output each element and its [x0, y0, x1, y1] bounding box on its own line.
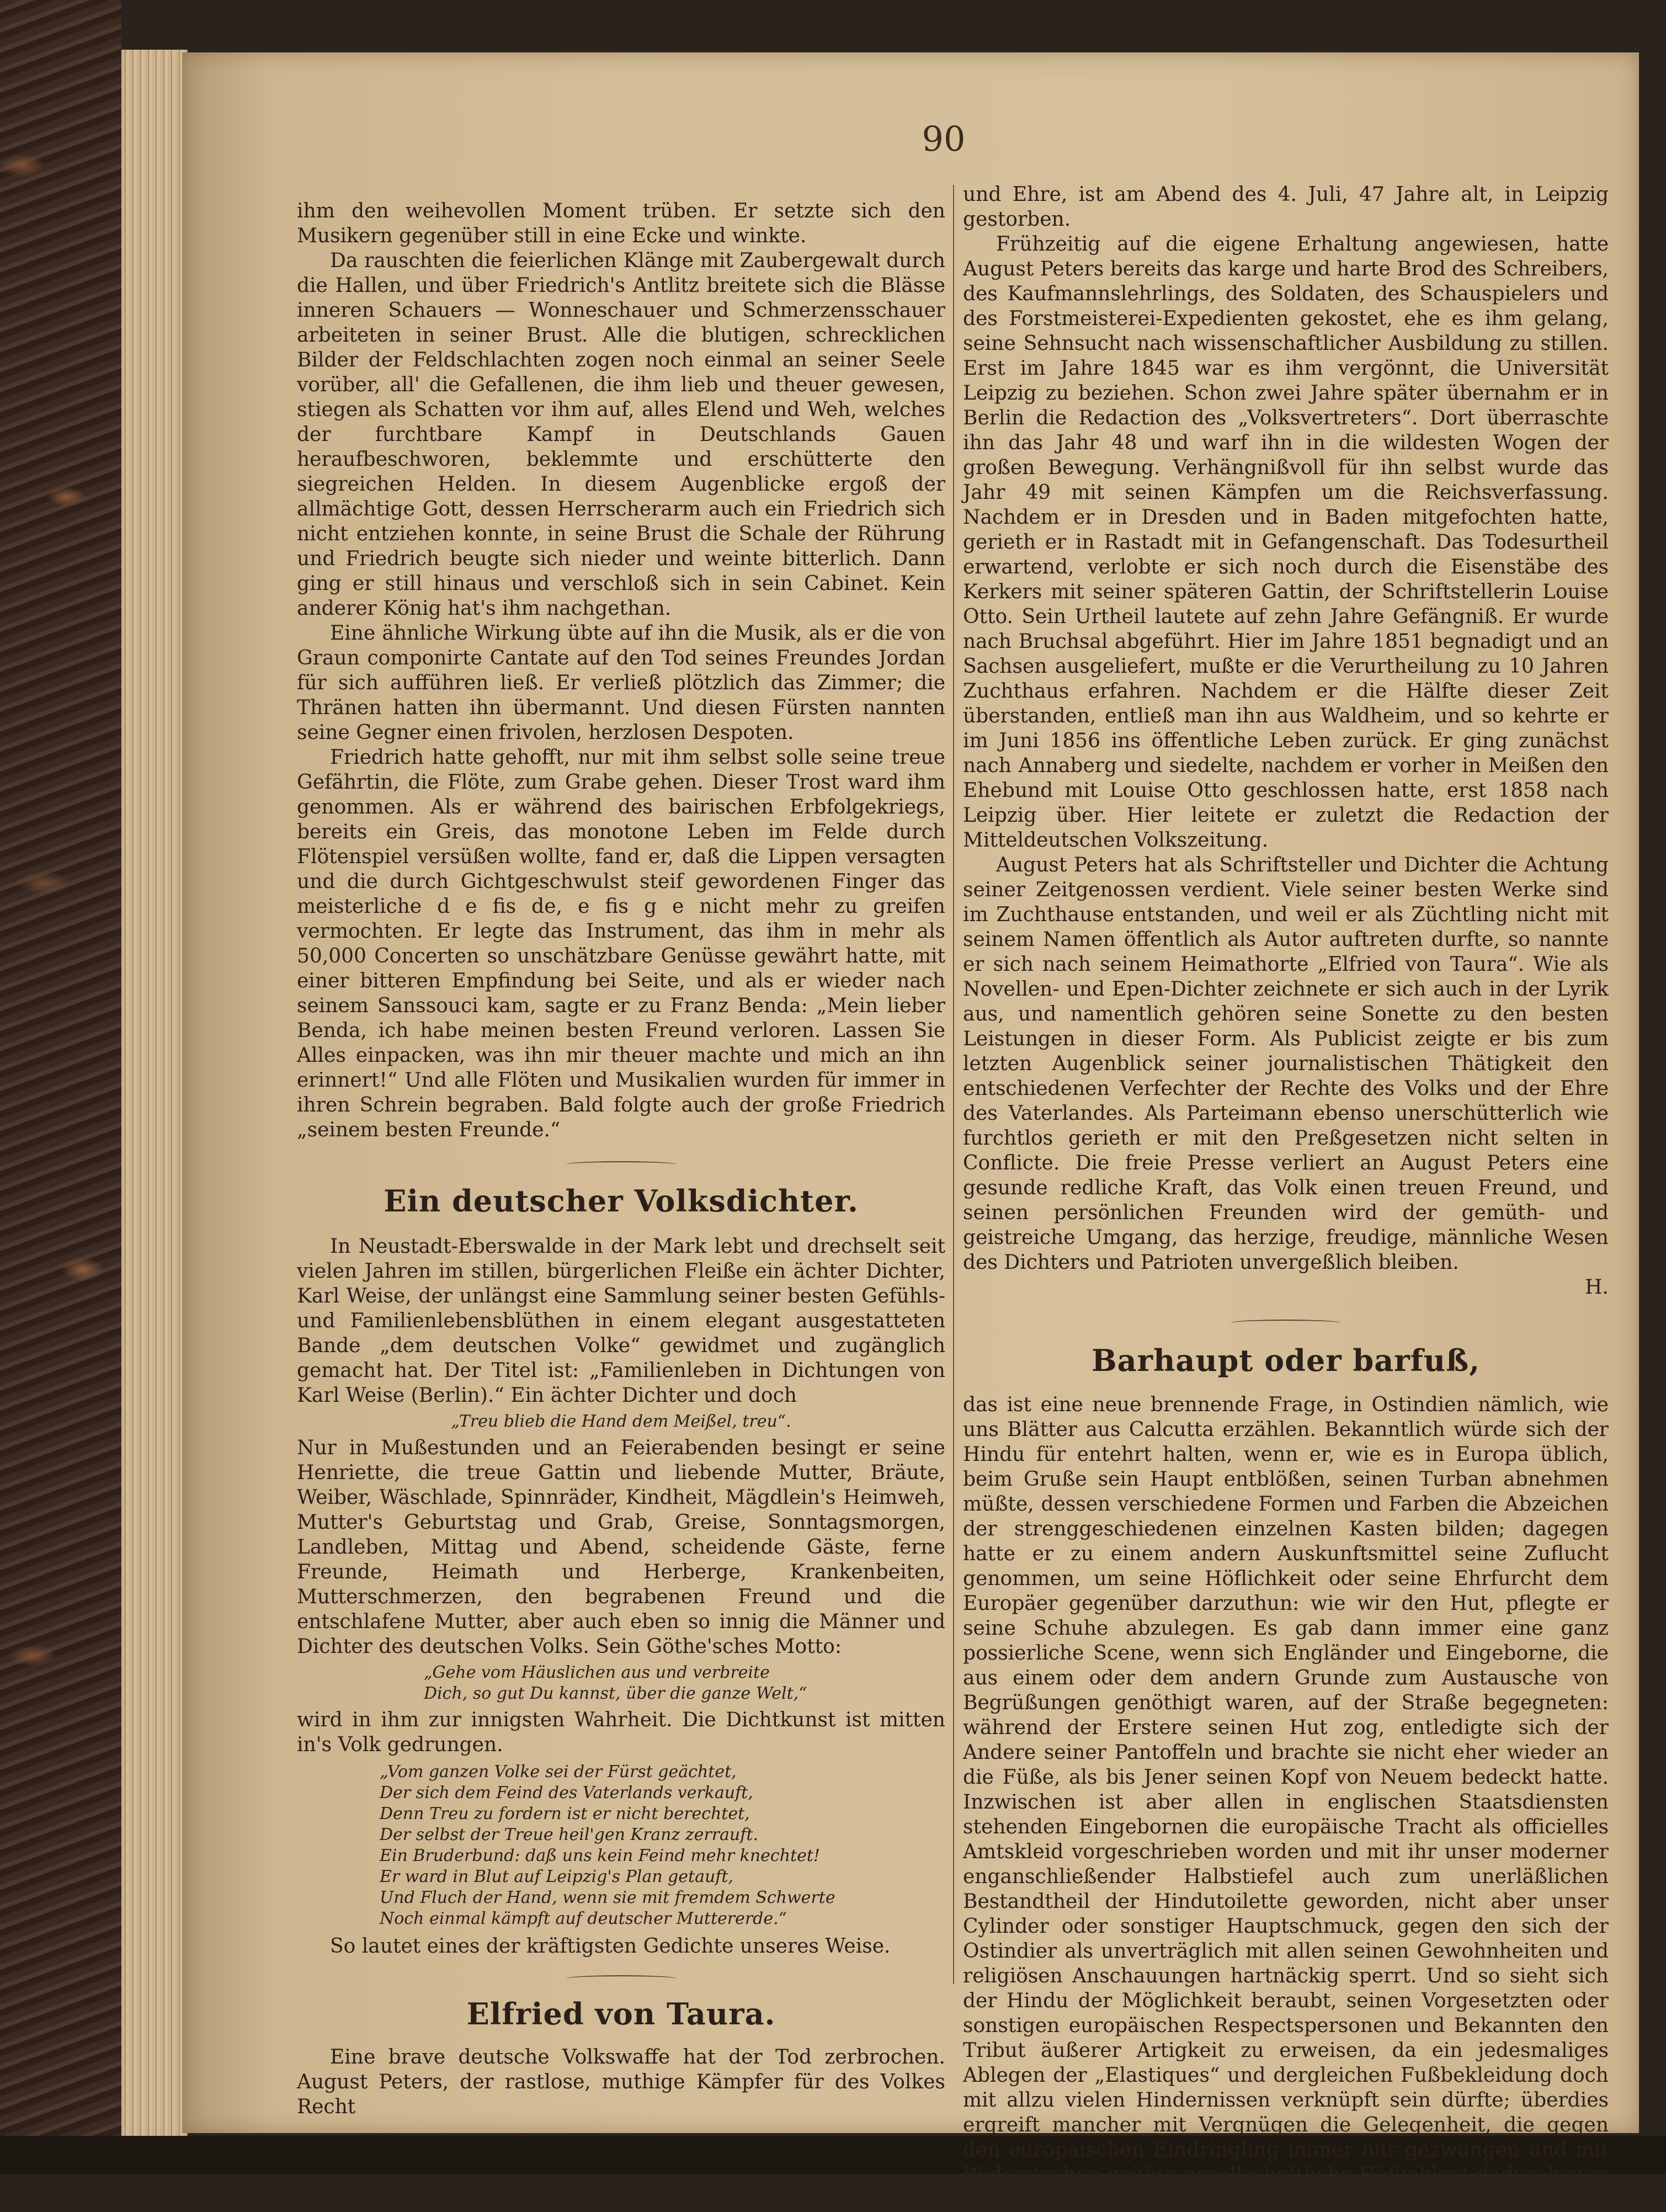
poem-line: Er ward in Blut auf Leipzig's Plan getauft,: [380, 1867, 733, 1886]
paragraph: ihm den weihevollen Moment trüben. Er setzte sich den Musikern gegenüber still in eine Ecke und winkte.: [297, 200, 945, 247]
section-divider: [566, 1161, 677, 1168]
quote: „Treu blieb die Hand dem Meißel, treu“.: [451, 1412, 791, 1431]
paragraph: August Peters hat als Schriftsteller und Dichter die Achtung seiner Zeitgenossen verdient. Viele seiner besten Werke sind im Zuchthause entstanden, und weil er als Züchtling nicht mit seinem Namen öffentlich als Autor auftreten durfte, so nannte er sich nach seinem Heimathorte „Elfried von Taura“. Wie als Novellen- und Epen-Dichter zeichnete er sich auch in der Lyrik aus, und namentlich gehören seine Sonette zu den besten Leistungen in dieser Form. Als Publicist zeigte er bis zum letzten Augenblick seiner journalistischen Thätigkeit den entschiedenen Verfechter der Rechte des Volks und der Ehre des Vaterlandes. Als Parteimann ebenso unerschütterlich wie furchtlos gerieth er mit den Preßgesetzen nicht selten in Conflicte. Die freie Presse verliert an August Peters eine gesunde redliche Kraft, das Volk einen treuen Freund, und seinen persönlichen Freunden wird der gemüth- und geistreiche Umgang, das herzige, freudige, männliche Wesen des Dichters und Patrioten unvergeßlich bleiben.: [963, 854, 1609, 1274]
paragraph: und Ehre, ist am Abend des 4. Juli, 47 Jahre alt, in Leipzig gestorben.: [963, 183, 1609, 231]
paragraph: So lautet eines der kräftigsten Gedichte unseres Weise.: [330, 1935, 891, 1958]
paragraph: Da rauschten die feierlichen Klänge mit Zaubergewalt durch die Hallen, und über Friedrich's Antlitz breitete sich die Blässe inneren Schauers — Wonneschauer und Schmerzensschauer arbeiteten in seiner Brust. Alle die blutigen, schrecklichen Bilder der Feldschlachten zogen noch einmal an seiner Seele vorüber, all' die Gefallenen, die ihm lieb und theuer gewesen, stiegen als Schatten vor ihm auf, alles Elend und Weh, welches der furchtbare Kampf in Deutschlands Gauen heraufbeschworen, beklemmte und erschütterte den siegreichen Helden. In diesem Augenblicke ergoß der allmächtige Gott, dessen Herrscherarm auch ein Friedrich sich nicht entziehen konnte, in seine Brust die Schale der Rührung und Friedrich beugte sich nieder und weinte bitterlich. Dann ging er still hinaus und verschloß sich in sein Cabinet. Kein anderer König hat's ihm nachgethan.: [297, 249, 945, 620]
section-divider: [566, 1975, 677, 1982]
marbled-book-edge: [0, 0, 121, 2174]
poem-line: Noch einmal kämpft auf deutscher Muttererde.“: [380, 1909, 787, 1928]
poem-line: Der sich dem Feind des Vaterlands verkauft,: [380, 1783, 753, 1802]
right-column: [963, 182, 1609, 2212]
paragraph: Friedrich hatte gehofft, nur mit ihm selbst solle seine treue Gefährtin, die Flöte, zum Grabe gehen. Dieser Trost ward ihm genommen. Als er während des bairischen Erbfolgekriegs, bereits ein Greis, das monotone Leben im Felde durch Flötenspiel versüßen wollte, fand er, daß die Lippen versagten und die durch Gichtgeschwulst steif gewordenen Finger das meisterliche d e fis de, e fis g e nicht mehr zu greifen vermochten. Er legte das Instrument, das ihm in mehr als 50,000 Concerten so unschätzbare Genüsse gewährt hatte, mit einer bitteren Empfindung bei Seite, und als er wieder nach seinem Sanssouci kam, sagte er zu Franz Benda: „Mein lieber Benda, ich habe meinen besten Freund verloren. Lassen Sie Alles einpacken, was ihn mir theuer machte und mich an ihn erinnert!“ Und alle Flöten und Musikalien wurden für immer in ihren Schrein begraben. Bald folgte auch der große Friedrich „seinem besten Freunde.“: [297, 746, 945, 1141]
left-column: [297, 199, 945, 2119]
page-stack-edges: [121, 50, 188, 2136]
column-rule: [953, 185, 954, 1984]
poem: [297, 1762, 945, 1929]
article-title: Barhaupt oder barfuß,: [1092, 1343, 1480, 1378]
paragraph: wird in ihm zur innigsten Wahrheit. Die Dichtkunst ist mitten in's Volk gedrungen.: [297, 1709, 945, 1756]
poem-line: Der selbst der Treue heil'gen Kranz zerrauft.: [380, 1825, 758, 1844]
article-title: Elfried von Taura.: [466, 1996, 776, 2032]
paragraph: Frühzeitig auf die eigene Erhaltung angewiesen, hatte August Peters bereits das karge und harte Brod des Schreibers, des Kaufmannslehrlings, des Soldaten, des Schauspielers und des Forstmeisterei-Expedienten gekostet, ehe es ihm gelang, seine Sehnsucht nach wissenschaftlicher Ausbildung zu stillen. Erst im Jahre 1845 war es ihm vergönnt, die Universität Leipzig zu beziehen. Schon zwei Jahre später übernahm er in Berlin die Redaction des „Volksvertreters“. Dort überraschte ihn das Jahr 48 und warf ihn in die wildesten Wogen der großen Bewegung. Verhängnißvoll für ihn selbst wurde das Jahr 49 mit seinen Kämpfen um die Reichsverfassung. Nachdem er in Dresden und in Baden mitgefochten hatte, gerieth er in Rastadt mit in Gefangenschaft. Das Todesurtheil erwartend, verlobte er sich noch durch die Eisenstäbe des Kerkers mit seiner späteren Gattin, der Schriftstellerin Louise Otto. Sein Urtheil lautete auf zehn Jahre Gefängniß. Er wurde nach Bruchsal abgeführt. Hier im Jahre 1851 begnadigt und an Sachsen ausgeliefert, mußte er die Verurtheilung zu 10 Jahren Zuchthaus erfahren. Nachdem er die Hälfte dieser Zeit überstanden, entließ man ihn aus Waldheim, und so kehrte er im Juni 1856 ins öffentliche Leben zurück. Er ging zunächst nach Annaberg und siedelte, nachdem er vorher in Meißen den Ehebund mit Louise Otto geschlossen hatte, erst 1858 nach Leipzig über. Hier leitete er zuletzt die Redaction der Mitteldeutschen Volkszeitung.: [963, 233, 1609, 852]
page-number: 90: [922, 119, 966, 159]
article-title: Ein deutscher Volksdichter.: [384, 1183, 859, 1219]
paragraph: In Neustadt-Eberswalde in der Mark lebt und drechselt seit vielen Jahren im stillen, bürgerlichen Fleiße ein ächter Dichter, Karl Weise, der unlängst eine Sammlung seiner besten Gefühls- und Familienlebensblüthen in einem elegant ausgestatteten Bande „dem deutschen Volke“ gewidmet und zugänglich gemacht hat. Der Titel ist: „Familienleben in Dichtungen von Karl Weise (Berlin).“ Ein ächter Dichter und doch: [297, 1235, 945, 1407]
poem-line: „Vom ganzen Volke sei der Fürst geächtet,: [380, 1762, 737, 1782]
section-divider: [1231, 1320, 1341, 1326]
paragraph: Eine brave deutsche Volkswaffe hat der Tod zerbrochen. August Peters, der rastlose, muthige Kämpfer für des Volkes Recht: [297, 2046, 945, 2118]
quote-line: „Gehe vom Häuslichen aus und verbreite: [424, 1663, 770, 1682]
poem-line: Denn Treu zu fordern ist er nicht berechtet,: [380, 1804, 750, 1823]
paragraph: Eine ähnliche Wirkung übte auf ihn die Musik, als er die von Graun componirte Cantate auf den Tod seines Freundes Jordan für sich aufführen ließ. Er verließ plötzlich das Zimmer; die Thränen hatten ihn übermannt. Und diesen Fürsten nannten seine Gegner einen frivolen, herzlosen Despoten.: [297, 622, 945, 744]
motto-quote: [297, 1662, 945, 1704]
paragraph: das ist eine neue brennende Frage, in Ostindien nämlich, wie uns Blätter aus Calcutta erzählen. Bekanntlich würde sich der Hindu für entehrt halten, wenn er, wie es in Europa üblich, beim Gruße sein Haupt entblößen, seinen Turban abnehmen müßte, dessen verschiedene Formen und Farben die Abzeichen der strenggeschiedenen einzelnen Kasten bilden; dagegen hatte er zu einem andern Auskunftsmittel seine Zuflucht genommen, um seine Höflichkeit oder seine Ehrfurcht dem Europäer gegenüber darzuthun: wie wir den Hut, pflegte er seine Schuhe abzulegen. Es gab dann immer eine ganz possierliche Scene, wenn sich Engländer und Eingeborne, die aus einem oder dem andern Grunde zum Austausche von Begrüßungen genöthigt waren, auf der Straße begegneten: während der Erstere seinen Hut zog, entledigte sich der Andere seiner Pantoffeln und brachte sie nicht eher wieder an die Füße, als bis Jener seinen Kopf von Neuem bedeckt hatte. Inzwischen ist aber allen in englischen Staatsdiensten stehenden Eingebornen die europäische Tracht als officielles Amtskleid vorgeschrieben worden und mit ihr unser moderner enganschließender Halbstiefel auch zum unerläßlichen Bestandtheil der Hindutoilette geworden, nicht aber unser Cylinder oder sonstiger Hauptschmuck, gegen den sich der Ostindier als unverträglich mit allen seinen Gewohnheiten und religiösen Anschauungen hartnäckig sperrt. Und so sieht sich der Hindu der Möglichkeit beraubt, seinen Vorgesetzten oder sonstigen europäischen Respectspersonen und Bekannten den Tribut äußerer Artigkeit zu erweisen, da ein jedesmaliges Ablegen der „Elastiques“ und dergleichen Fußbekleidung doch mit allzu vielen Hindernissen verknüpft sein dürfte; überdies ergreift mancher mit Vergnügen die Gelegenheit, die gegen den europäischen Eindringling immer nur gezwungen und mit Widerstreben geübte gesellschaftliche Höflichkeit dadurch zum Dinge: [963, 1394, 1609, 2211]
signature: H.: [1585, 1276, 1609, 1299]
poem-line: Ein Bruderbund: daß uns kein Feind mehr knechtet!: [380, 1846, 820, 1865]
poem-line: Und Fluch der Hand, wenn sie mit fremdem Schwerte: [380, 1888, 835, 1907]
paragraph: Nur in Mußestunden und an Feierabenden besingt er seine Henriette, die treue Gattin und liebende Mutter, Bräute, Weiber, Wäschlade, Spinnräder, Kindheit, Mägdlein's Heimweh, Mutter's Geburtstag und Grab, Greise, Sonntagsmorgen, Landleben, Mittag und Abend, scheidende Gäste, ferne Freunde, Heimath und Herberge, Krankenbeiten, Mutterschmerzen, den begrabenen Freund und die entschlafene Mutter, aber auch eben so innig die Männer und Dichter des deutschen Volks. Sein Göthe'sches Motto:: [297, 1437, 945, 1658]
quote-line: Dich, so gut Du kannst, über die ganze Welt,“: [424, 1684, 807, 1703]
